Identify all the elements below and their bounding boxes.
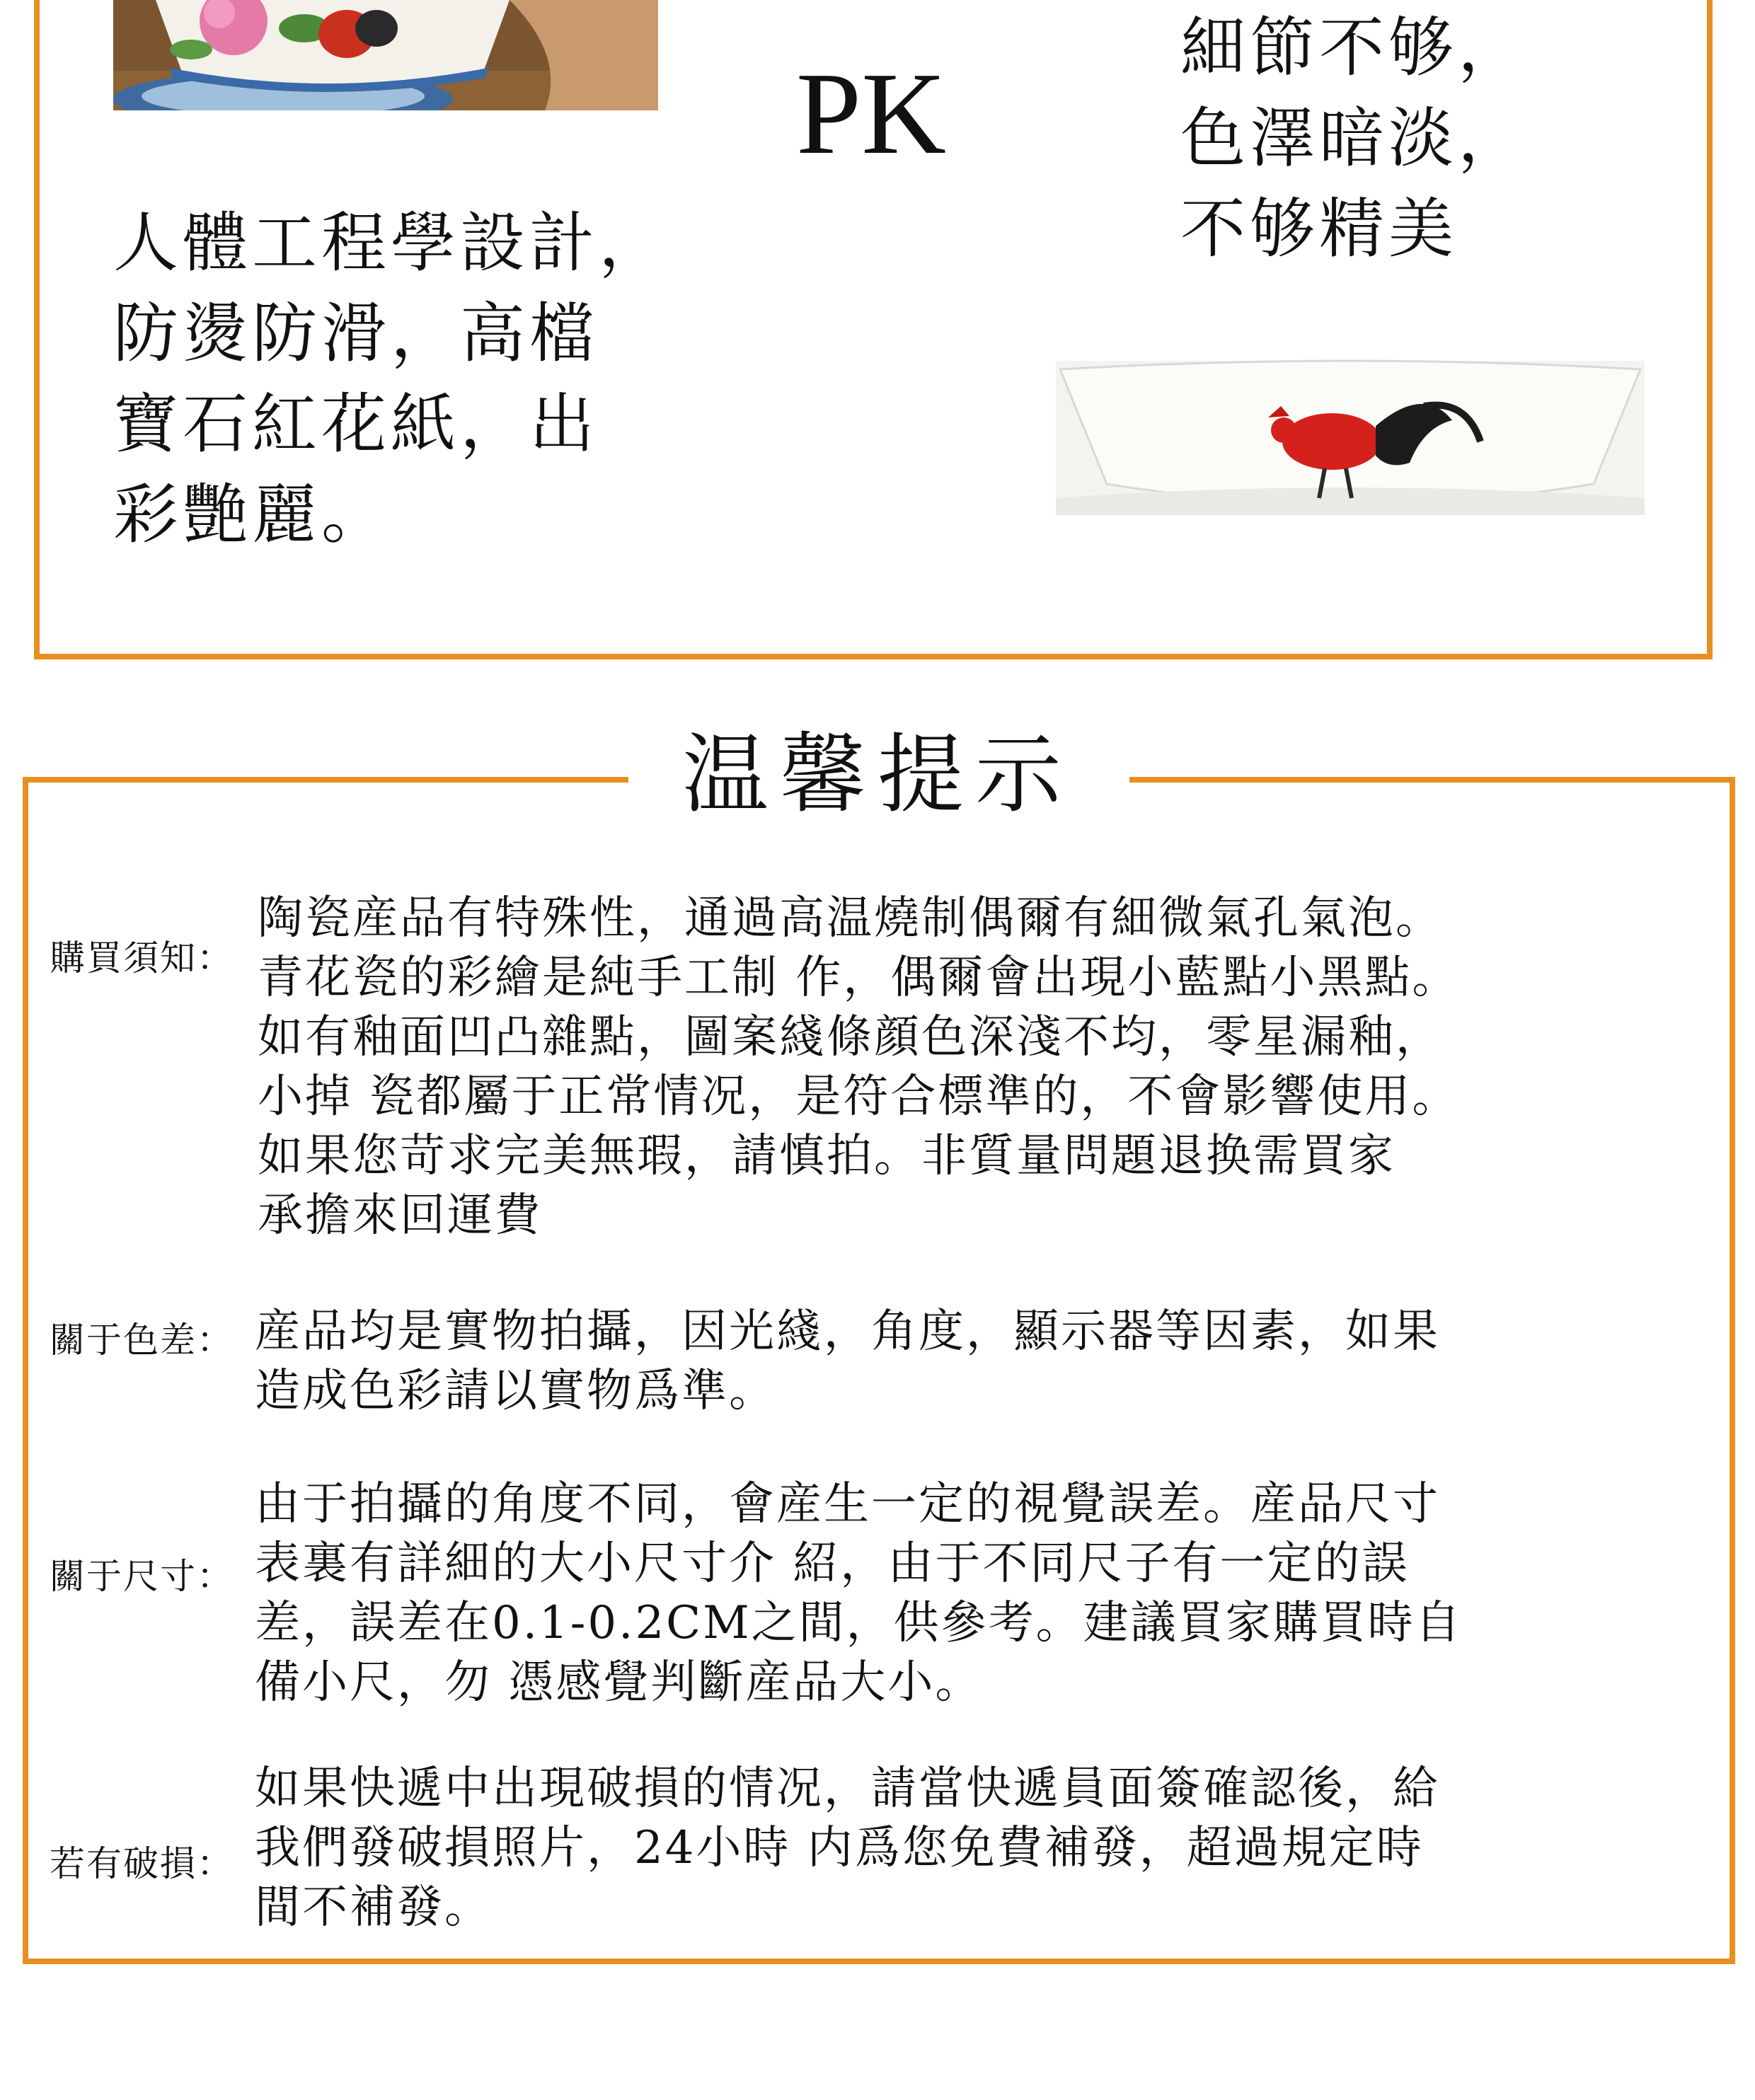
tip-text-line: 間不補發。 — [255, 1881, 492, 1934]
tips-title: 温馨提示 — [682, 725, 1073, 825]
rooster-bowl-image — [1056, 357, 1645, 515]
tip-text-line: 承擔來回運費 — [258, 1189, 542, 1242]
tip-text — [255, 1475, 1727, 1712]
tip-text-line: 表裏有詳細的大小尺寸介 紹，由于不同尺子有一定的誤 — [255, 1538, 1410, 1590]
tip-label: 關于色差： — [50, 1320, 234, 1361]
advantage-line: 人體工程學設計， — [113, 205, 669, 281]
comparison-panel — [34, 0, 1713, 659]
tip-text-line: 如有釉面凹凸雜點，圖案綫條顔色深淺不均，零星漏釉， — [258, 1011, 1443, 1063]
vs-label: PK — [795, 48, 947, 178]
tip-text-line: 差，誤差在0.1-0.2CM之間，供參考。建議買家購買時自 — [255, 1597, 1463, 1649]
advantage-line: 寶石紅花紙，出 — [113, 386, 599, 462]
product-photo-left — [113, 0, 658, 110]
tip-label: 購買須知： — [50, 937, 234, 979]
tip-text-line: 我們發破損照片，24小時 内爲您免費補發，超過規定時 — [255, 1822, 1424, 1874]
tip-text-line: 小掉 瓷都屬于正常情况，是符合標準的，不會影響使用。 — [258, 1071, 1460, 1123]
tip-text-line: 陶瓷産品有特殊性，通過高温燒制偶爾有細微氣孔氣泡。 — [258, 892, 1443, 945]
advantage-line: 彩艷麗。 — [113, 477, 391, 553]
competitor-line: 色澤暗淡， — [1180, 100, 1528, 176]
tip-text-line: 造成色彩請以實物爲準。 — [255, 1365, 776, 1417]
product-photo-right — [1056, 357, 1645, 515]
tip-text — [258, 889, 1730, 1245]
competitor-line: 不够精美 — [1180, 191, 1458, 267]
advantage-description — [113, 198, 750, 560]
tip-text-line: 如果快遞中出現破損的情况，請當快遞員面簽確認後，給 — [255, 1762, 1440, 1815]
tip-text — [255, 1759, 1727, 1937]
tip-text-line: 青花瓷的彩繪是純手工制 作，偶爾會出現小藍點小黑點。 — [258, 952, 1460, 1004]
tip-text-line: 如果您苛求完美無瑕，請慎拍。非質量問題退换需買家 — [258, 1130, 1396, 1182]
competitor-description — [1180, 3, 1676, 275]
floral-bowl-image — [113, 0, 658, 110]
competitor-line: 細節不够， — [1180, 10, 1528, 86]
tip-label: 關于尺寸： — [50, 1556, 234, 1597]
tips-panel — [23, 777, 1735, 1964]
tip-text-line: 由于拍攝的角度不同，會産生一定的視覺誤差。産品尺寸 — [255, 1478, 1440, 1530]
tip-text — [255, 1302, 1727, 1421]
tip-text-line: 備小尺，勿 憑感覺判斷産品大小。 — [255, 1656, 983, 1709]
tip-label: 若有破損： — [50, 1843, 234, 1884]
advantage-line: 防燙防滑，高檔 — [113, 296, 599, 371]
tip-text-line: 産品均是實物拍攝，因光綫，角度，顯示器等因素，如果 — [255, 1305, 1440, 1358]
